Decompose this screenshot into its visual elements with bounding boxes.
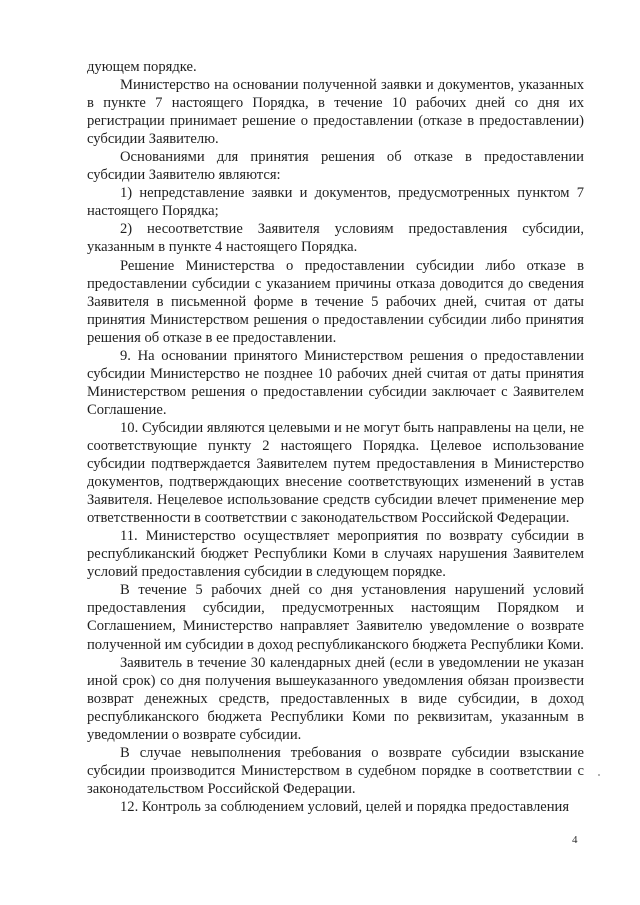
paragraph-repayment: Заявитель в течение 30 календарных дней (если в уведомлении не указан иной срок) со дня получения вышеуказанного уведомления обязан произвести возврат денежных средств, предоставленных в виде субсидии, в доход республиканского бюджета Республики Коми по реквизитам, указанным в уведомлении о возврате субсидии. <box>87 654 584 743</box>
paragraph-decision: Министерство на основании полученной заявки и документов, указанных в пункте 7 настоящего Порядка, в течение 10 рабочих дней со дня их регистрации принимает решение о предоставлении (отказе в предоставлении) субсидии Заявителю. <box>87 77 584 148</box>
document-body <box>87 58 584 816</box>
scan-speck <box>598 774 600 776</box>
paragraph-violation-notice: В течение 5 рабочих дней со дня установления нарушений условий предоставления субсидии, предусмотренных настоящим Порядком и Соглашением, Министерство направляет Заявителю уведомление о возврате полученной им субсидии в доход республиканского бюджета Республики Коми. <box>87 582 584 653</box>
paragraph-item-11: 11. Министерство осуществляет мероприятия по возврату субсидии в республиканский бюджет Республики Коми в случаях нарушения Заявителем условий предоставления субсидии в следующем порядке. <box>87 528 584 581</box>
paragraph-item-10: 10. Субсидии являются целевыми и не могут быть направлены на цели, не соответствующие пункту 2 настоящего Порядка. Целевое использование субсидии подтверждается Заявителем путем предоставления в Министерство документов, подтверждающих внесение соответствующих изменений в устав Заявителя. Нецелевое использование средств субсидии влечет применение мер ответственности в соответствии с законодательством Российской Федерации. <box>87 419 584 527</box>
paragraph-item-9: 9. На основании принятого Министерством решения о предоставлении субсидии Министерство не позднее 10 рабочих дней считая от даты принятия Министерством решения о предоставлении субсидии заключает с Заявителем Соглашение. <box>87 347 584 418</box>
paragraph-item-12: 12. Контроль за соблюдением условий, целей и порядка предоставления <box>120 798 570 815</box>
list-item-refusal-1: 1) непредставление заявки и документов, предусмотренных пунктом 7 настоящего Порядка; <box>87 185 584 220</box>
list-item-refusal-2: 2) несоответствие Заявителя условиям предоставления субсидии, указанным в пункте 4 настоящего Порядка. <box>87 221 584 256</box>
paragraph-notification: Решение Министерства о предоставлении субсидии либо отказе в предоставлении субсидии с указанием причины отказа доводится до сведения Заявителя в письменной форме в течение 5 рабочих дней, считая от даты принятия Министерством решения о предоставлении субсидии либо принятия решения об отказе в ее предоставлении. <box>87 257 584 346</box>
paragraph-continuation: дующем порядке. <box>87 59 197 75</box>
paragraph-recovery: В случае невыполнения требования о возврате субсидии взыскание субсидии производится Министерством в судебном порядке в соответствии с законодательством Российской Федерации. <box>87 744 584 797</box>
paragraph-refusal-grounds: Основаниями для принятия решения об отказе в предоставлении субсидии Заявителю являются: <box>87 149 584 184</box>
page-number: 4 <box>572 834 578 846</box>
